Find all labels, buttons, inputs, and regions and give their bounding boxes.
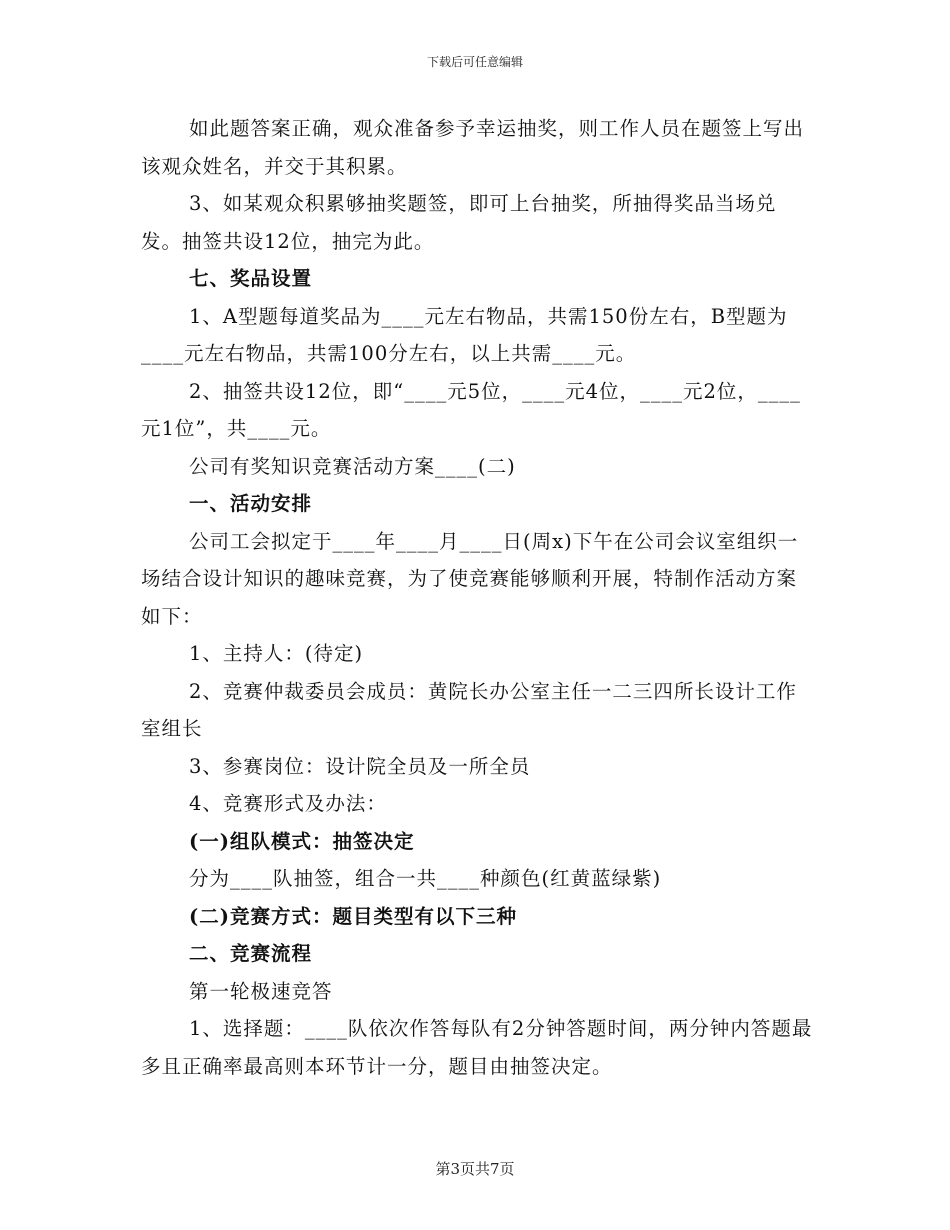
paragraph: 分为____队抽签，组合一共____种颜色(红黄蓝绿紫)	[189, 867, 662, 890]
paragraph: 1、主持人：(待定)	[189, 642, 364, 665]
section-heading: 二、竞赛流程	[189, 942, 313, 965]
paragraph: 1、A型题每道奖品为____元左右物品，共需150份左右，B型题为____元左右物品，共需100分左右，以上共需____元。	[141, 304, 788, 365]
paragraph: 4、竞赛形式及办法：	[189, 792, 387, 815]
paragraph: 3、参赛岗位：设计院全员及一所全员	[189, 754, 531, 778]
paragraph: 公司工会拟定于____年____月____日(周x)下午在公司会议室组织一场结合设计知识的趣味竞赛，为了使竞赛能够顺利开展，特制作活动方案如下：	[141, 529, 799, 628]
paragraph: 2、抽签共设12位，即“____元5位，____元4位，____元2位，____元1位”，共____元。	[141, 379, 801, 440]
paragraph: 1、选择题：____队依次作答每队有2分钟答题时间，两分钟内答题最多且正确率最高则本环节计一分，题目由抽签决定。	[141, 1017, 813, 1078]
paragraph: 如此题答案正确，观众准备参予幸运抽奖，则工作人员在题签上写出该观众姓名，并交于其积累。	[141, 117, 805, 178]
subsection-heading: (二)竞赛方式：题目类型有以下三种	[189, 904, 517, 928]
document-subtitle: 公司有奖知识竞赛活动方案____(二)	[189, 454, 516, 478]
page-number-footer: 第3页共7页	[435, 1160, 515, 1178]
page-header: 下载后可任意编辑	[426, 55, 523, 69]
paragraph: 第一轮极速竞答	[189, 979, 333, 1003]
document-body	[141, 110, 813, 1085]
paragraph: 2、竞赛仲裁委员会成员：黄院长办公室主任一二三四所长设计工作室组长	[141, 679, 797, 740]
section-heading: 一、活动安排	[189, 492, 313, 515]
subsection-heading: (一)组队模式：抽签决定	[189, 829, 415, 853]
paragraph: 3、如某观众积累够抽奖题签，即可上台抽奖，所抽得奖品当场兑发。抽签共设12位，抽完为此。	[141, 192, 777, 253]
section-heading: 七、奖品设置	[189, 267, 313, 290]
